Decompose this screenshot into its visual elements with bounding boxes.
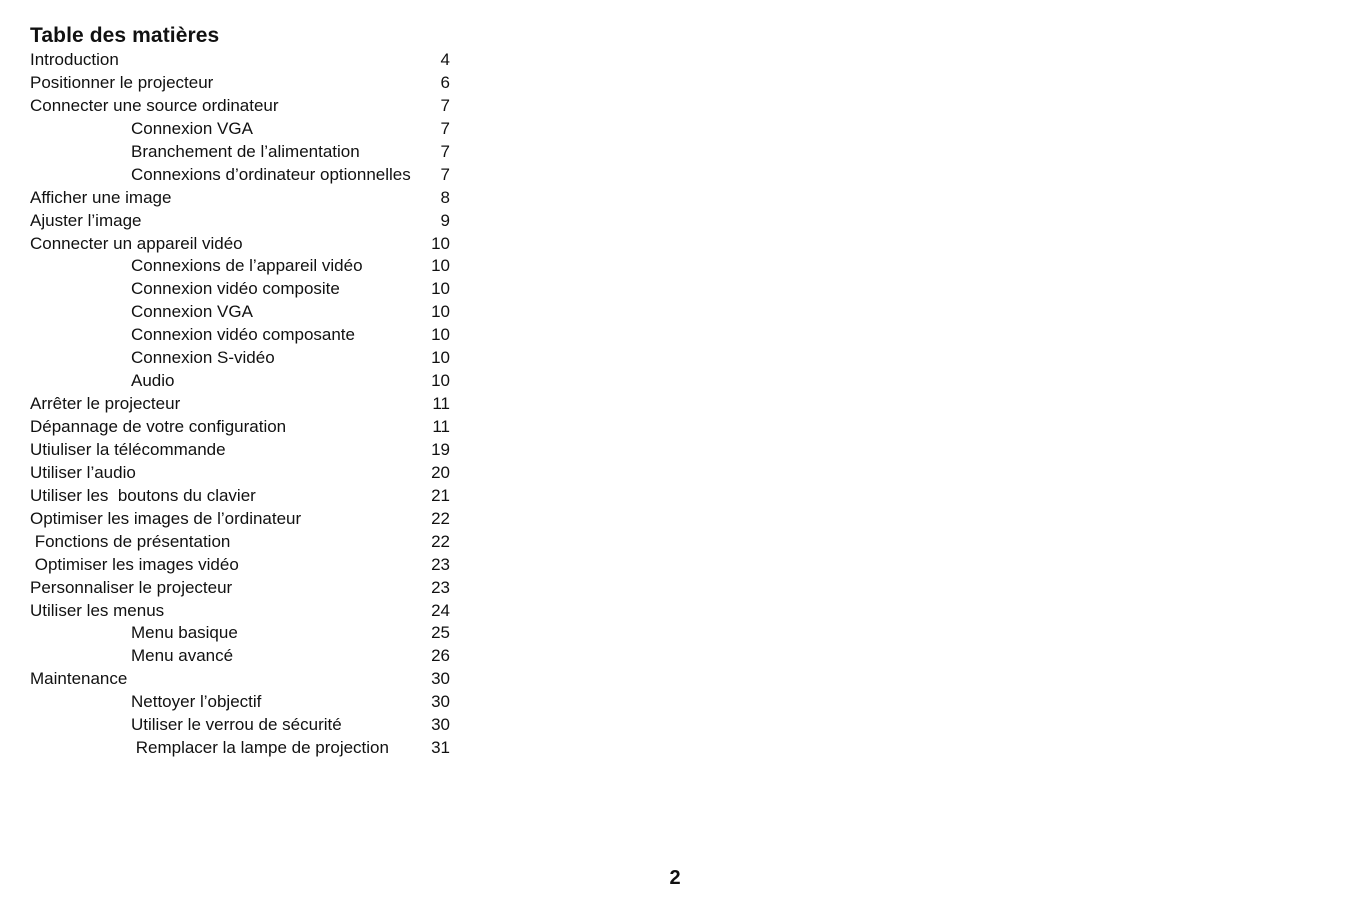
toc-entry-label: Utiliser l’audio: [30, 462, 136, 482]
toc-entry-page-number: 10: [431, 279, 450, 299]
toc-entry-label: Utiuliser la télécommande: [30, 439, 226, 459]
toc-subentry[interactable]: [30, 278, 452, 301]
toc-entry-label: Menu avancé: [131, 646, 234, 666]
toc-entry[interactable]: [30, 233, 452, 256]
toc-entry-label: Connecter une source ordinateur: [30, 95, 279, 115]
toc-subentry[interactable]: [30, 301, 452, 324]
toc-entry[interactable]: [30, 462, 452, 485]
toc-entry-page-number: 7: [440, 141, 450, 161]
toc-entry-label: Connexion VGA: [131, 118, 253, 138]
toc-entry-label: Personnaliser le projecteur: [30, 577, 233, 597]
toc-entry[interactable]: [30, 72, 452, 95]
toc-entry-label: Branchement de l’alimentation: [131, 141, 360, 161]
toc-entry-label: Remplacer la lampe de projection: [131, 738, 389, 758]
toc-entry-page-number: 31: [431, 738, 450, 758]
toc-entry-label: Connexions de l’appareil vidéo: [131, 256, 363, 276]
toc-entry-label: Positionner le projecteur: [30, 72, 214, 92]
toc-entry-page-number: 24: [431, 600, 450, 620]
toc-entry-label: Menu basique: [131, 623, 238, 643]
toc-entry-label: Connexion S-vidéo: [131, 348, 275, 368]
toc-entry-page-number: 7: [440, 95, 450, 115]
toc-subentry[interactable]: [30, 622, 452, 645]
toc-subentry[interactable]: [30, 255, 452, 278]
toc-entry-page-number: 19: [431, 439, 450, 459]
toc-entry-page-number: 22: [431, 508, 450, 528]
toc-entry-page-number: 11: [432, 394, 450, 414]
toc-entry-page-number: 30: [431, 692, 450, 712]
toc-entry-page-number: 21: [431, 485, 450, 505]
toc-entry[interactable]: [30, 49, 452, 72]
toc-entry[interactable]: [30, 668, 452, 691]
toc-entry[interactable]: [30, 416, 452, 439]
toc-entry-label: Afficher une image: [30, 187, 172, 207]
toc-entry-label: Arrêter le projecteur: [30, 394, 181, 414]
toc-entry-page-number: 7: [440, 118, 450, 138]
toc-subentry[interactable]: [30, 691, 452, 714]
toc-subentry[interactable]: [30, 324, 452, 347]
toc-entry[interactable]: [30, 210, 452, 233]
toc-entry-page-number: 10: [431, 371, 450, 391]
toc-entry-label: Connecter un appareil vidéo: [30, 233, 243, 253]
toc-entry-page-number: 10: [431, 325, 450, 345]
toc-entry-label: Utiliser les boutons du clavier: [30, 485, 256, 505]
toc-entry-page-number: 30: [431, 715, 450, 735]
toc-entry-page-number: 8: [440, 187, 450, 207]
toc-entry-page-number: 7: [440, 164, 450, 184]
toc-subentry[interactable]: [30, 118, 452, 141]
toc-entry-label: Connexion VGA: [131, 302, 253, 322]
toc-entry[interactable]: [30, 95, 452, 118]
toc-entry[interactable]: [30, 485, 452, 508]
toc-subentry[interactable]: [30, 645, 452, 668]
toc-entry-label: Connexion vidéo composante: [131, 325, 355, 345]
toc-entry-page-number: 23: [431, 577, 450, 597]
toc-entry-label: Nettoyer l’objectif: [131, 692, 262, 712]
toc-entry-page-number: 10: [431, 302, 450, 322]
toc-entry-label: Audio: [131, 371, 175, 391]
page-title: Table des matières: [30, 24, 220, 47]
toc-entry-page-number: 26: [431, 646, 450, 666]
toc-entry-label: Connexion vidéo composite: [131, 279, 340, 299]
toc-entry-page-number: 23: [431, 554, 450, 574]
toc-entry[interactable]: [30, 577, 452, 600]
toc-entry-page-number: 9: [440, 210, 450, 230]
toc-entry-label: Dépannage de votre configuration: [30, 417, 287, 436]
page-number: 2: [669, 867, 681, 889]
toc-entry[interactable]: [30, 508, 452, 531]
toc-entry-page-number: 11: [432, 417, 450, 436]
toc-entry-page-number: 6: [440, 72, 450, 92]
toc-entry-label: Fonctions de présentation: [30, 531, 231, 551]
toc-entry-label: Utiliser les menus: [30, 600, 165, 620]
toc-entry-label: Introduction: [30, 50, 119, 69]
toc-entry-page-number: 10: [431, 233, 450, 253]
toc-entry-page-number: 30: [431, 669, 450, 689]
toc-entry-label: Maintenance: [30, 669, 128, 689]
toc-entry[interactable]: [30, 600, 452, 623]
toc-subentry[interactable]: [30, 164, 452, 187]
toc-entry-page-number: 10: [431, 256, 450, 276]
toc-subentry[interactable]: [30, 141, 452, 164]
toc-entry[interactable]: [30, 393, 452, 416]
toc-subentry[interactable]: [30, 370, 452, 393]
toc-subentry[interactable]: [30, 347, 452, 370]
toc-entry-label: Optimiser les images de l’ordinateur: [30, 508, 302, 528]
toc-subentry[interactable]: [30, 714, 452, 737]
toc-entry-page-number: 10: [431, 348, 450, 368]
toc-subentry[interactable]: [30, 737, 452, 760]
table-of-contents: [30, 49, 452, 760]
toc-entry-page-number: 20: [431, 462, 450, 482]
toc-entry[interactable]: [30, 439, 452, 462]
toc-entry-page-number: 25: [431, 623, 450, 643]
toc-entry-page-number: 4: [440, 50, 450, 69]
toc-entry-label: Ajuster l’image: [30, 210, 142, 230]
toc-entry[interactable]: [30, 187, 452, 210]
toc-entry[interactable]: [30, 554, 452, 577]
toc-entry-label: Connexions d’ordinateur optionnelles: [131, 164, 411, 184]
toc-entry-page-number: 22: [431, 531, 450, 551]
toc-entry-label: Optimiser les images vidéo: [30, 554, 239, 574]
toc-entry-label: Utiliser le verrou de sécurité: [131, 715, 342, 735]
toc-entry[interactable]: [30, 531, 452, 554]
